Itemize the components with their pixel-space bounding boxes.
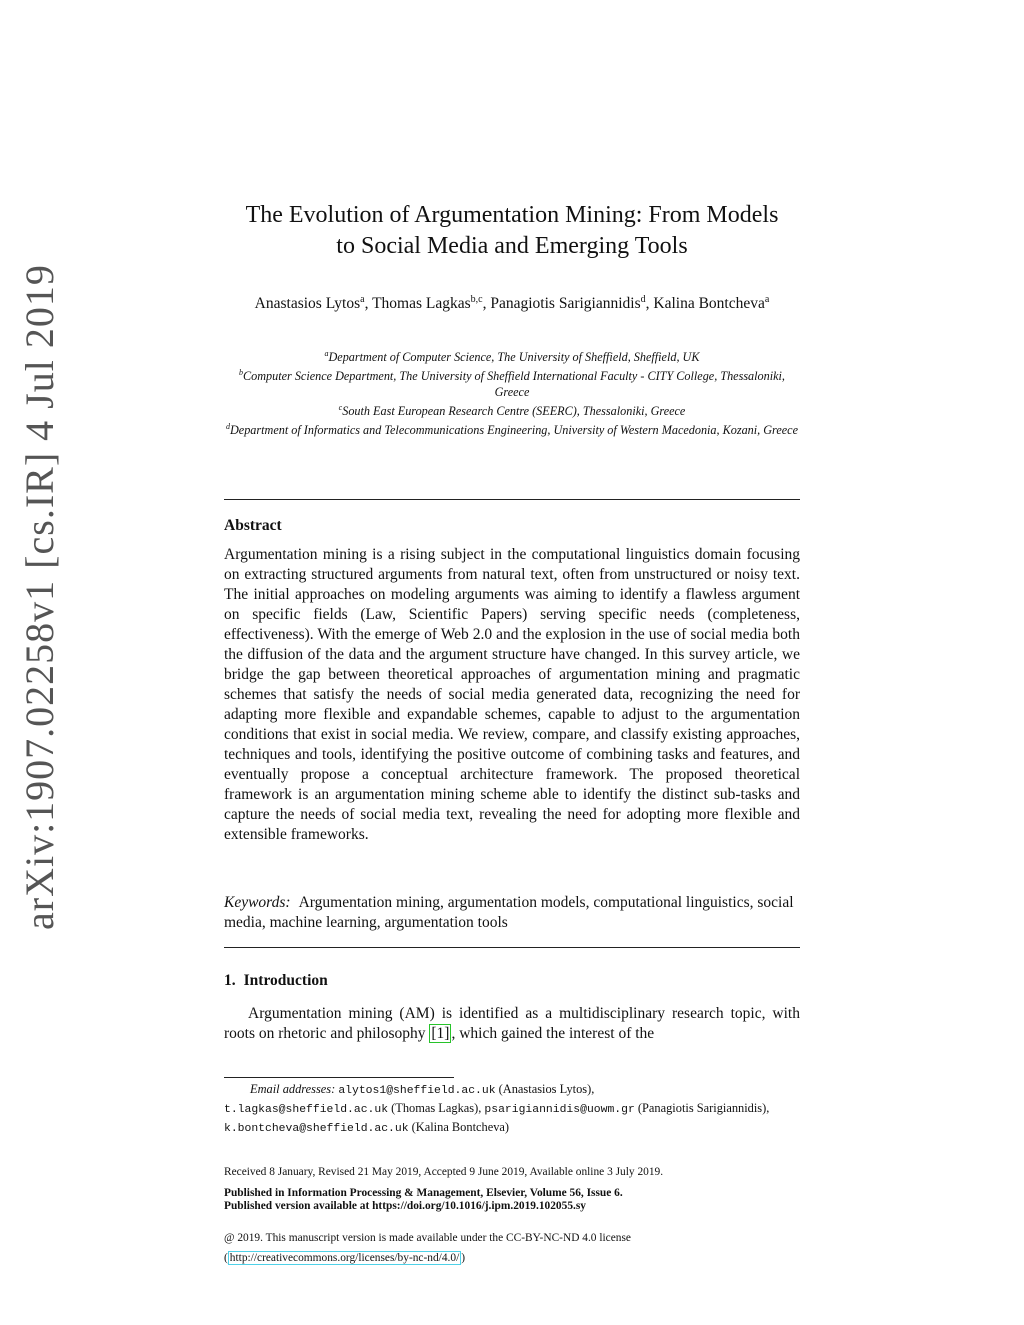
publication-info xyxy=(224,1187,800,1212)
abstract-text: Argumentation mining is a rising subject in the computational linguistics domain focusing on extracting structured arguments from natural text, often from unstructured or noisy text. The initial approaches on modeling arguments was aiming to identify a flawless argument on specific fields (Law, Scientific Papers) serving specific needs (completeness, effectiveness). With the emerge of Web 2.0 and the explosion in the use of social media both the diffusion of the data and the argument structure have changed. In this survey article, we bridge the gap between theoretical approaches of argumentation mining and pragmatic schemes that satisfy the needs of social media generated data, recognizing the need for adapting more flexible and expandable schemes, capable to adjust to the argumentation conditions that exist in social media. We review, compare, and classify existing approaches, techniques and tools, identifying the positive outcome of combining tasks and features, and eventually propose a conceptual architecture framework. The proposed theoretical framework is an argumentation mining scheme able to identify the distinct sub-tasks and capture the needs of social media text, revealing the need for adopting more flexible and extensible frameworks. xyxy=(224,546,800,843)
author-affil-mark: d xyxy=(640,294,646,305)
footnote-rule xyxy=(224,1077,454,1078)
intro-text: Argumentation mining (AM) is identified as a multidisciplinary research topic, with roots on rhetoric and philosophy xyxy=(224,1005,800,1042)
author-name: Panagiotis Sarigiannidis xyxy=(490,295,641,313)
section-heading xyxy=(224,972,328,990)
affiliation xyxy=(224,365,800,400)
author-name: Kalina Bontcheva xyxy=(653,295,765,313)
footnote-emails xyxy=(224,1081,800,1138)
intro-paragraph xyxy=(224,1004,800,1044)
title-line-1: The Evolution of Argumentation Mining: From Models xyxy=(245,202,779,228)
affiliation-list xyxy=(224,346,800,438)
received-dates: Received 8 January, Revised 21 May 2019, Accepted 9 June 2019, Available online 3 July 2019. xyxy=(224,1166,664,1178)
title-line-2: to Social Media and Emerging Tools xyxy=(336,233,688,259)
author-affil-mark: b,c xyxy=(470,294,483,305)
affiliation-text: South East European Research Centre (SEERC), Thessaloniki, Greece xyxy=(342,404,686,419)
email-link[interactable]: psarigiannidis@uowm.gr xyxy=(484,1104,635,1116)
affiliation xyxy=(224,400,800,419)
affiliation-mark: b xyxy=(239,368,244,378)
affiliation-mark: d xyxy=(226,422,230,432)
section-title: Introduction xyxy=(243,972,328,989)
abstract-bottom-rule xyxy=(224,947,800,948)
keywords xyxy=(224,893,800,933)
paper-title xyxy=(220,200,804,262)
arxiv-identifier: arXiv:1907.02258v1 [cs.IR] 4 Jul 2019 xyxy=(17,264,62,930)
affiliation xyxy=(224,419,800,438)
author-affil-mark: a xyxy=(764,294,770,305)
affiliation-mark: c xyxy=(338,403,343,413)
license-note: @ 2019. This manuscript version is made available under the CC-BY-NC-ND 4.0 license ( http://creativecommons.org/licenses/by-nc-nd/4.0/ ) xyxy=(224,1228,800,1268)
author-name: Thomas Lagkas xyxy=(372,295,471,313)
affiliation-mark: a xyxy=(324,349,329,358)
email-link[interactable]: t.lagkas@sheffield.ac.uk xyxy=(224,1104,389,1116)
affiliation xyxy=(224,346,800,365)
email-owner: (Thomas Lagkas), xyxy=(388,1101,485,1115)
author-name: Anastasios Lytos xyxy=(254,295,361,313)
citation-link[interactable]: [1] xyxy=(431,1025,450,1042)
license-text: @ 2019. This manuscript version is made available under the CC-BY-NC-ND 4.0 license xyxy=(224,1232,631,1244)
intro-text: , which gained the interest of the xyxy=(451,1025,655,1042)
author-affil-mark: a xyxy=(360,294,365,305)
email-owner: (Anastasios Lytos), xyxy=(495,1082,595,1096)
affiliation-text: Department of Computer Science, The University of Sheffield, Sheffield, UK xyxy=(328,350,700,365)
email-owner: (Panagiotis Sarigiannidis), xyxy=(634,1101,770,1115)
keywords-label: Keywords: xyxy=(224,894,291,911)
abstract-heading: Abstract xyxy=(224,517,282,534)
affiliation-text: Computer Science Department, The University of Sheffield International Faculty - CITY College, Thessaloniki, Greece xyxy=(243,369,785,400)
publication-doi: Published version available at https://doi.org/10.1016/j.ipm.2019.102055.sy xyxy=(224,1199,586,1212)
author-list: Anastasios Lytos$^a$, Thomas Lagkas$^{b,c}$, Panagiotis Sarigiannidis$^d$, Kalina Bontcheva$^a$ xyxy=(254,294,770,313)
section-number: 1. xyxy=(224,972,236,989)
license-link[interactable]: http://creativecommons.org/licenses/by-nc-nd/4.0/ xyxy=(229,1252,460,1264)
publication-venue: Published in Information Processing & Management, Elsevier, Volume 56, Issue 6. xyxy=(224,1187,623,1199)
footnote-label: Email addresses: xyxy=(250,1082,336,1096)
email-link[interactable]: alytos1@sheffield.ac.uk xyxy=(338,1085,496,1097)
email-owner: (Kalina Bontcheva) xyxy=(408,1120,510,1134)
email-link[interactable]: k.bontcheva@sheffield.ac.uk xyxy=(224,1123,409,1135)
abstract-top-rule xyxy=(224,499,800,500)
affiliation-text: Department of Informatics and Telecommunications Engineering, University of Western Macedonia, Kozani, Greece xyxy=(230,423,798,438)
keywords-text: Argumentation mining, argumentation models, computational linguistics, social media, machine learning, argumentation tools xyxy=(224,894,794,931)
